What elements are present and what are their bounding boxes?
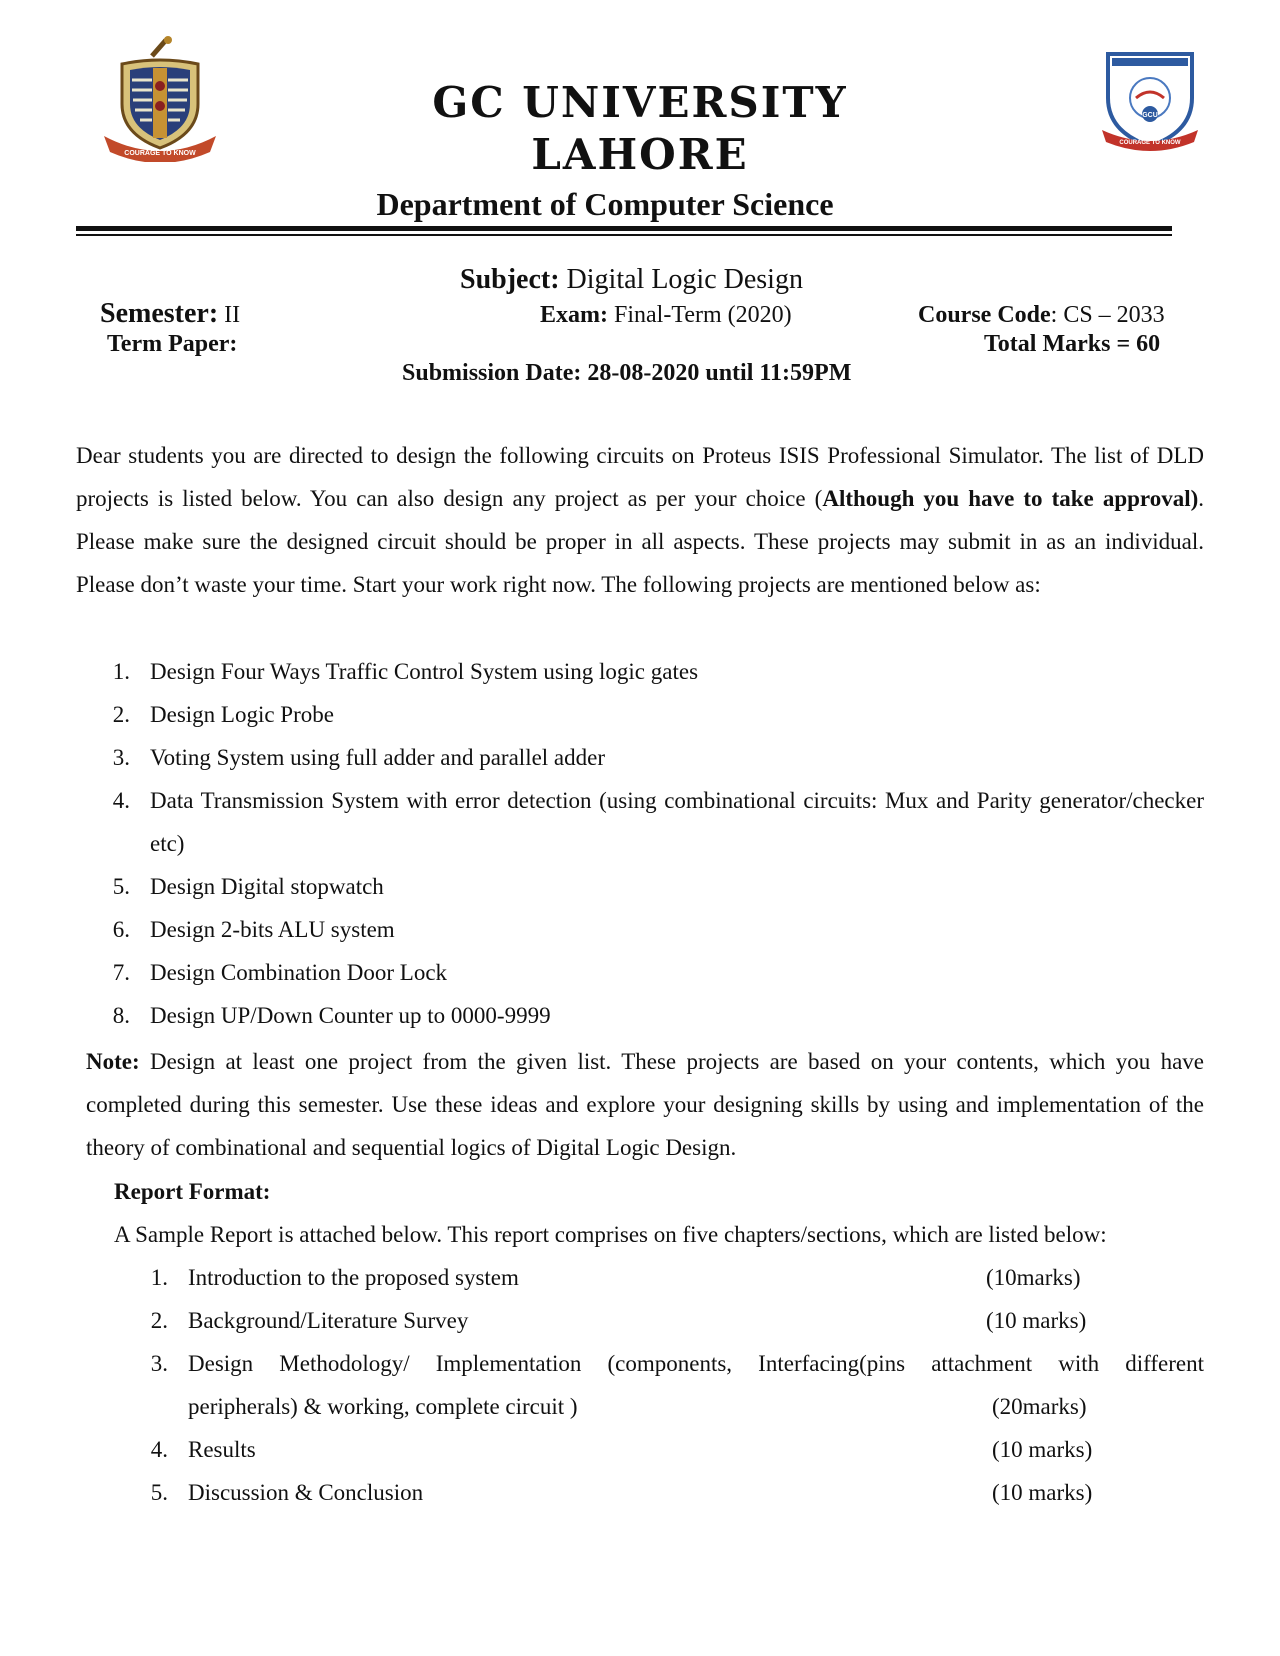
- intro-text-part2: . Please make sure the designed circuit should be proper in all aspects. These projects may submit in as an individual. Please don’t waste your time. Start your work right now. The following projects are mentioned below as:: [76, 486, 1204, 597]
- subject-label: Subject:: [460, 264, 560, 295]
- marks-value: (10 marks): [992, 1480, 1093, 1505]
- header-divider-thin: [76, 234, 1172, 236]
- list-item: 2. Design Logic Probe: [112, 702, 334, 727]
- note-text: Design at least one project from the given list. These projects are based on your contents, which you have completed during this semester. Use these ideas and explore your designing skills by using and implementation of the theory of combinational and sequential logics of Digital Logic Design.: [86, 1049, 1204, 1160]
- semester-label: Semester:: [100, 298, 219, 329]
- intro-text-part1: Dear students you are directed to design the following circuits on Proteus ISIS Professional Simulator. The list of DLD projects is listed below. You can also design any project as per your choice (: [76, 443, 1204, 511]
- list-item: 8. Design UP/Down Counter up to 0000-9999: [112, 1003, 551, 1028]
- svg-text:GCU: GCU: [1142, 112, 1158, 119]
- list-item: 2. Background/Literature Survey (10 marks): [0, 1299, 1280, 1342]
- list-item: 3. Design Methodology/ Implementation (components, Interfacing(pins attachment with different peripherals) & working, complete circuit ) (20marks): [0, 1342, 1280, 1428]
- department-badge-icon: [1100, 48, 1200, 152]
- list-item: 1. Design Four Ways Traffic Control System using logic gates: [112, 659, 699, 684]
- header-divider-thick: [76, 226, 1172, 231]
- list-item: 6. Design 2-bits ALU system: [112, 917, 395, 942]
- svg-text:COURAGE TO KNOW: COURAGE TO KNOW: [1119, 140, 1181, 146]
- department-title: Department of Computer Science: [376, 186, 834, 222]
- course-code-label: Course Code: [918, 302, 1051, 328]
- marks-value: (20marks): [992, 1394, 1087, 1419]
- list-item: 7. Design Combination Door Lock: [112, 960, 448, 985]
- exam-value: Final-Term (2020): [608, 302, 792, 328]
- crest-icon: [100, 34, 220, 162]
- submission-date: Submission Date: 28-08-2020 until 11:59PM: [402, 360, 852, 386]
- report-format-intro: A Sample Report is attached below. This report comprises on five chapters/sections, which are listed below:: [114, 1222, 1107, 1247]
- list-item: 3. Voting System using full adder and parallel adder: [112, 745, 606, 770]
- list-item: 1. Introduction to the proposed system (10marks): [0, 1256, 1280, 1299]
- report-format-heading: Report Format:: [114, 1179, 271, 1204]
- total-marks: Total Marks = 60: [984, 331, 1161, 357]
- semester-line: [100, 298, 240, 330]
- list-item: 4. Data Transmission System with error detection (using combinational circuits: Mux and Parity generator/checker etc): [112, 788, 1204, 856]
- exam-label: Exam:: [540, 302, 608, 328]
- subject-line: [460, 264, 803, 296]
- term-paper-label: Term Paper:: [107, 331, 238, 357]
- intro-paragraph: [76, 434, 1204, 606]
- university-name-line1: GC UNIVERSITY: [432, 78, 848, 127]
- semester-value: II: [218, 302, 241, 328]
- marks-value: (10marks): [986, 1265, 1081, 1290]
- right-department-seal: [1100, 48, 1200, 152]
- course-code-line: [918, 302, 1165, 329]
- university-name-line2: LAHORE: [531, 130, 749, 179]
- marks-value: (10 marks): [992, 1437, 1093, 1462]
- svg-text:COURAGE TO KNOW: COURAGE TO KNOW: [124, 150, 196, 157]
- subject-value: Digital Logic Design: [559, 264, 803, 295]
- exam-line: [540, 302, 792, 329]
- intro-bold-text: Although you have to take approval): [822, 486, 1199, 511]
- note-paragraph: [86, 1040, 1204, 1169]
- course-code-value: : CS – 2033: [1050, 302, 1165, 328]
- list-item: 4. Results (10 marks): [0, 1428, 1280, 1471]
- left-university-seal: [100, 34, 220, 162]
- note-label: Note:: [86, 1049, 140, 1074]
- list-item: 5. Design Digital stopwatch: [112, 874, 384, 899]
- list-item: 5. Discussion & Conclusion (10 marks): [0, 1471, 1280, 1514]
- marks-value: (10 marks): [986, 1308, 1087, 1333]
